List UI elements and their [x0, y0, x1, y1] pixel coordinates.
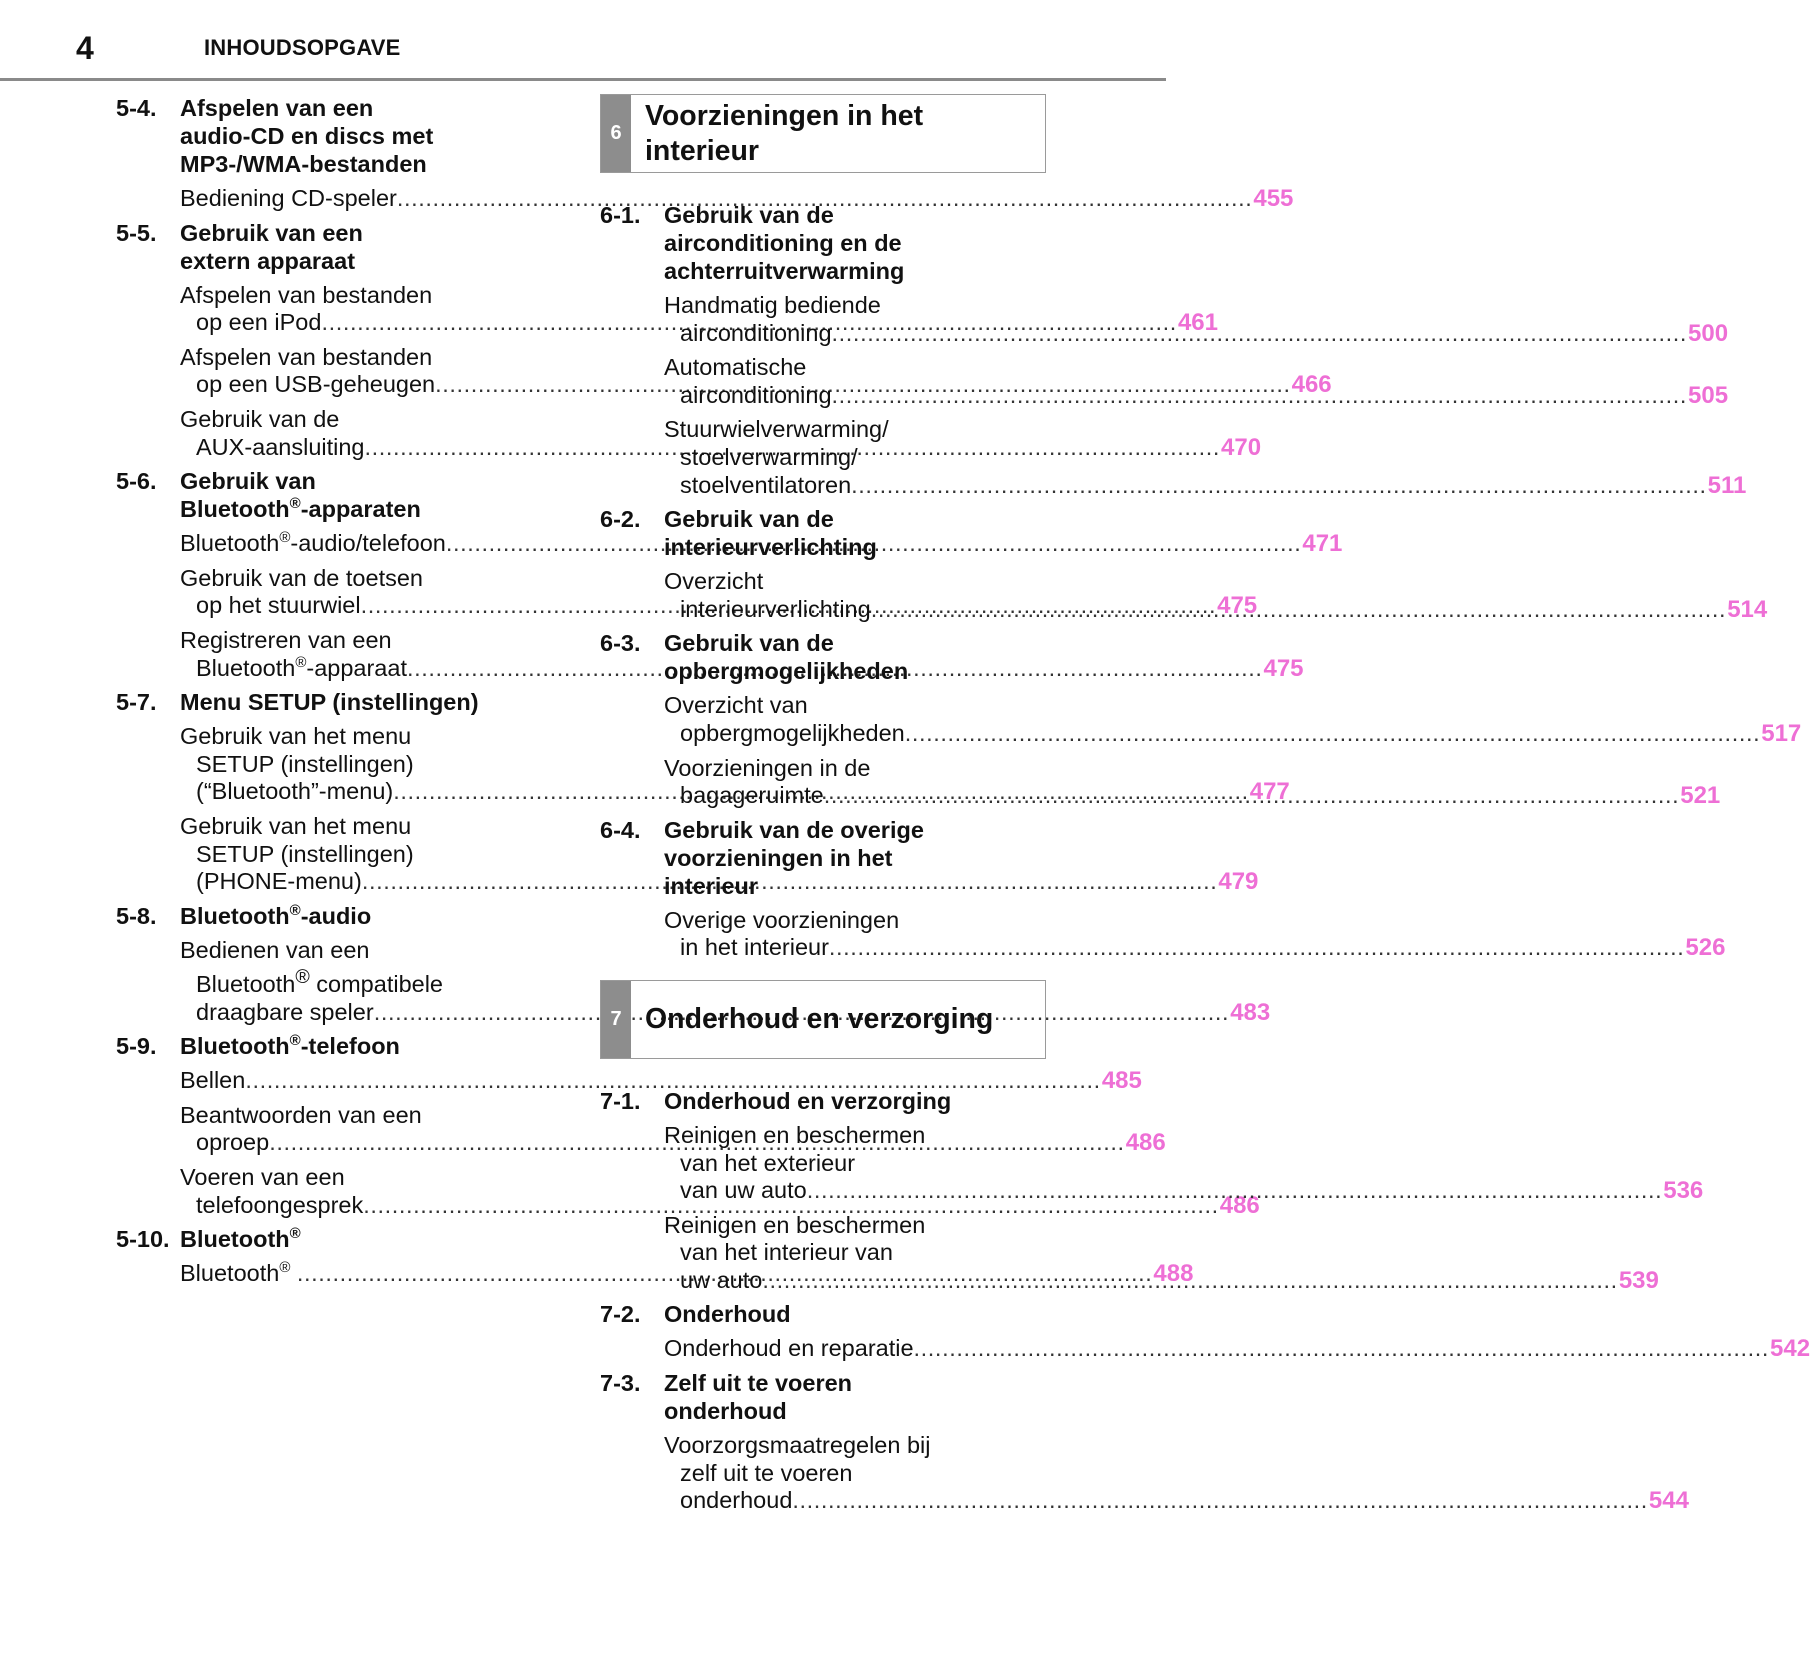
reg-text: Bluetooth: [196, 971, 296, 998]
section-number: 5-10.: [116, 1226, 170, 1253]
page-link[interactable]: 511: [1707, 471, 1747, 499]
chapter-title: [631, 981, 1007, 1058]
entry-text-line: Gebruik van de: [180, 405, 340, 432]
section-number: 5-5.: [116, 219, 157, 246]
chapter-title-line: Onderhoud en verzorging: [645, 1002, 994, 1035]
section-heading-line: [600, 844, 1046, 872]
entry-page-line: [664, 1487, 1689, 1515]
reg-text: -audio/telefoon: [290, 530, 446, 557]
entry-text-line: Overzicht van: [664, 692, 808, 719]
page-link[interactable]: 488: [1153, 1260, 1194, 1288]
section-title: [180, 1225, 560, 1253]
section-heading-line: [600, 629, 1046, 657]
entry-text: oproep: [196, 1129, 270, 1156]
chapter-title-lines: [645, 1002, 993, 1037]
section-title: Zelf uit te voeren: [664, 1370, 853, 1397]
page-link[interactable]: 505: [1688, 381, 1729, 409]
toc-entry[interactable]: [664, 906, 1726, 962]
section-heading-line: [600, 257, 1046, 285]
entry-text: Bediening CD-speler: [180, 185, 397, 211]
reg-text: -apparaat: [306, 654, 407, 681]
page-link[interactable]: 517: [1761, 719, 1802, 747]
section-heading-line: [600, 657, 1046, 685]
section-title: Gebruik van de: [664, 630, 834, 657]
page-link[interactable]: 475: [1263, 654, 1304, 682]
entry-text-line: Voeren van een: [180, 1164, 345, 1191]
section-title: Afspelen van een: [180, 95, 374, 121]
registered-mark: ®: [295, 966, 310, 989]
page-link[interactable]: 544: [1648, 1487, 1689, 1515]
registered-mark: ®: [289, 495, 301, 513]
entry-text-line: stoelverwarming/: [680, 443, 858, 470]
section-number-spacer: [600, 657, 664, 685]
entry-page-line: [664, 471, 1747, 500]
section-heading-line: [116, 467, 560, 495]
section-number-spacer: [600, 257, 664, 285]
section-heading-line: [116, 1225, 560, 1253]
section-title: Onderhoud: [664, 1301, 791, 1328]
page-link[interactable]: 477: [1249, 778, 1290, 806]
entry-text: AUX-aansluiting: [196, 433, 365, 460]
reg-text: compatibele: [309, 971, 443, 998]
toc-section: [600, 1369, 1689, 1515]
page-link[interactable]: 526: [1685, 934, 1726, 962]
page-link[interactable]: 500: [1688, 319, 1729, 347]
section-title: voorzieningen in het: [664, 844, 893, 871]
page-link[interactable]: 542: [1770, 1335, 1810, 1363]
entry-page-line: [664, 1335, 1810, 1363]
chapter-heading: [600, 980, 1046, 1059]
section-heading-line: [600, 201, 1046, 229]
entry-text-line: Bedienen van een: [180, 936, 370, 963]
section-number: 5-7.: [116, 689, 157, 716]
registered-mark: ®: [289, 1225, 301, 1243]
entry-text: op het stuurwiel: [196, 592, 361, 619]
section-title: [180, 902, 560, 930]
section-heading-line: [116, 94, 560, 122]
section-number-spacer: [116, 247, 180, 275]
chapter-title-lines: [645, 99, 923, 169]
dot-leader: [905, 720, 1761, 746]
section-title: Menu SETUP (instellingen): [180, 689, 479, 716]
dot-leader: [807, 1177, 1663, 1203]
entry-text-line: Reinigen en beschermen: [664, 1121, 926, 1148]
page-header: [0, 0, 1166, 82]
section-heading-line: [600, 229, 1046, 257]
section-title: Gebruik van de overige: [664, 816, 924, 843]
section-number: 7-3.: [600, 1370, 641, 1397]
entry-text-line: Handmatig bediende: [664, 292, 881, 318]
entry-text-line: Reinigen en beschermen: [664, 1211, 926, 1238]
reg-text: Bluetooth: [180, 1033, 290, 1060]
registered-mark: ®: [279, 1259, 291, 1277]
section-heading-line: [600, 533, 1046, 561]
entry-text-line: zelf uit te voeren: [680, 1459, 853, 1486]
section-title: [180, 495, 560, 523]
toc-entry[interactable]: [180, 185, 1294, 213]
entry-text-line: van het interieur van: [680, 1239, 893, 1266]
section-number-spacer: [600, 844, 664, 872]
section-heading-line: [116, 495, 560, 523]
page-number: 4: [76, 30, 94, 66]
page-link[interactable]: 479: [1218, 868, 1259, 896]
chapter-title-line: interieur: [645, 134, 760, 167]
dot-leader: [762, 1267, 1618, 1293]
entry-text: Bellen: [180, 1067, 246, 1094]
reg-text: Bluetooth: [180, 1260, 280, 1287]
section-entries: [600, 1335, 1810, 1363]
entry-text-line: Voorzieningen in de: [664, 754, 871, 781]
page-link[interactable]: 486: [1125, 1129, 1166, 1157]
section-entries: [600, 1432, 1689, 1515]
section-title: interieur: [664, 872, 759, 899]
reg-text: Bluetooth: [180, 1226, 290, 1253]
reg-text: -audio: [300, 902, 372, 929]
toc-entry[interactable]: [664, 692, 1802, 747]
section-number: 7-2.: [600, 1301, 641, 1328]
entry-text-line: Voorzorgsmaatregelen bij: [664, 1432, 931, 1459]
entry-text: op een iPod: [196, 309, 322, 336]
entry-text: airconditioning: [680, 381, 832, 408]
reg-text: Bluetooth: [196, 654, 296, 681]
entry-text-line: Afspelen van bestanden: [180, 281, 433, 308]
entry-page-line: [180, 1067, 1142, 1095]
entry-text-line: Gebruik van de toetsen: [180, 564, 423, 591]
page-link[interactable]: 461: [1177, 309, 1218, 337]
section-heading-line: [116, 1032, 560, 1060]
entry-page-line: [180, 1191, 1260, 1220]
section-title: interieurverlichting: [664, 534, 877, 561]
toc-entry[interactable]: [664, 1335, 1810, 1363]
entry-page-line: [180, 185, 1294, 213]
page-link[interactable]: 539: [1618, 1266, 1659, 1294]
entry-text: van uw auto: [680, 1177, 807, 1204]
page-link[interactable]: 455: [1253, 185, 1294, 212]
entry-text-line: Overige voorzieningen: [664, 906, 900, 933]
chapter-title-line: Voorzieningen in het: [645, 99, 924, 132]
entry-text-line: Stuurwielverwarming/: [664, 416, 889, 443]
section-title: extern apparaat: [180, 247, 356, 274]
registered-mark: ®: [295, 653, 307, 671]
dot-leader: [832, 382, 1688, 408]
dot-leader: [914, 1335, 1770, 1361]
section-heading-line: [116, 688, 560, 716]
section-number: 6-2.: [600, 506, 641, 533]
page-link[interactable]: 471: [1302, 530, 1343, 558]
chapter-heading: [600, 94, 1046, 173]
section-title: Gebruik van: [180, 468, 316, 495]
chapter-title: [631, 95, 937, 172]
entry-text: bagageruimte: [680, 782, 824, 809]
section-title: Onderhoud en verzorging: [664, 1087, 952, 1114]
entry-text-line: Gebruik van het menu: [180, 812, 412, 839]
entry-text-line: Gebruik van het menu: [180, 723, 412, 750]
reg-text: -telefoon: [300, 1033, 400, 1060]
section-number-spacer: [600, 229, 664, 257]
section-number: 5-9.: [116, 1033, 157, 1060]
dot-leader: [851, 472, 1707, 498]
entry-text: Onderhoud en reparatie: [664, 1335, 914, 1362]
section-number: 5-6.: [116, 468, 157, 495]
section-title: Gebruik van de: [664, 202, 834, 228]
entry-text-line: Beantwoorden van een: [180, 1101, 422, 1128]
section-entries: [116, 185, 1294, 213]
entry-text-line: van het exterieur: [680, 1149, 856, 1176]
section-number: 7-1.: [600, 1087, 641, 1114]
entry-text: opbergmogelijkheden: [680, 719, 905, 746]
section-heading-line: [600, 1369, 1046, 1397]
section-title: airconditioning en de: [664, 230, 902, 256]
entry-text: stoelventilatoren: [680, 471, 852, 498]
section-heading-line: [600, 816, 1046, 844]
section-heading-line: [600, 1397, 1046, 1425]
entry-text: onderhoud: [680, 1487, 793, 1514]
entry-text: in het interieur: [680, 934, 829, 961]
page-link[interactable]: 536: [1663, 1177, 1704, 1205]
entry-text-line: [180, 964, 560, 998]
reg-text: Bluetooth: [180, 530, 280, 557]
chapter-number-tab: 6: [601, 95, 631, 172]
page-link[interactable]: 466: [1291, 371, 1332, 399]
entry-text: interieurverlichting: [680, 595, 871, 622]
section-title: opbergmogelijkheden: [664, 658, 909, 685]
toc-entry[interactable]: [664, 1432, 1689, 1515]
section-heading-line: [116, 219, 560, 247]
section-title: onderhoud: [664, 1398, 787, 1425]
section-number: 6-1.: [600, 202, 641, 228]
reg-text: Bluetooth: [180, 496, 290, 523]
section-title: [180, 1032, 560, 1060]
page-link[interactable]: 483: [1230, 998, 1271, 1026]
section-title: audio-CD en discs met: [180, 123, 434, 149]
section-number-spacer: [600, 533, 664, 561]
entry-text-line: Registreren van een: [180, 626, 392, 653]
section-number-spacer: [116, 495, 180, 523]
reg-text: -apparaten: [300, 496, 421, 523]
dot-leader: [871, 596, 1727, 622]
section-heading-line: [116, 150, 560, 178]
section-heading-line: [600, 505, 1046, 533]
page-link[interactable]: 486: [1219, 1191, 1260, 1219]
header-divider: [0, 78, 1166, 81]
entry-text: (“Bluetooth”-menu): [196, 778, 394, 805]
section-heading-line: [600, 872, 1046, 900]
section-heading-line: [600, 1087, 1046, 1115]
entry-text: airconditioning: [680, 319, 832, 346]
section-number: 6-4.: [600, 816, 641, 843]
section-heading-line: [116, 122, 560, 150]
section-number-spacer: [600, 1397, 664, 1425]
section-title: MP3-/WMA-bestanden: [180, 151, 427, 177]
toc-entry[interactable]: [180, 1067, 1142, 1095]
entry-text-line: Automatische: [664, 354, 807, 381]
section-heading-line: [116, 902, 560, 930]
entry-text: telefoongesprek: [196, 1191, 364, 1218]
page-link[interactable]: 470: [1221, 433, 1262, 461]
page-link[interactable]: 521: [1680, 782, 1721, 810]
section-title: Gebruik van een: [180, 219, 363, 246]
entry-text: uw auto: [680, 1266, 763, 1293]
entry-text: (PHONE-menu): [196, 868, 362, 895]
page-link[interactable]: 485: [1101, 1067, 1142, 1095]
entry-text: draagbare speler: [196, 998, 374, 1025]
section-number-spacer: [600, 872, 664, 900]
entry-text-line: SETUP (instellingen): [196, 840, 414, 867]
page-link[interactable]: 475: [1217, 592, 1258, 620]
section-heading-line: [600, 1300, 1046, 1328]
registered-mark: ®: [289, 1032, 301, 1050]
section-number: 5-8.: [116, 902, 157, 929]
entry-text-line: Overzicht: [664, 568, 764, 595]
section-number-spacer: [116, 150, 180, 178]
entry-text-line: SETUP (instellingen): [196, 750, 414, 777]
dot-leader: [829, 934, 1685, 960]
section-heading-line: [116, 247, 560, 275]
registered-mark: ®: [289, 901, 301, 919]
entry-page-line: [664, 719, 1802, 748]
reg-text: Bluetooth: [180, 902, 290, 929]
registered-mark: ®: [279, 529, 291, 547]
page-link[interactable]: 514: [1727, 595, 1768, 623]
entry-page-line: [664, 934, 1726, 962]
section-number: 6-3.: [600, 630, 641, 657]
section-title: Gebruik van de: [664, 506, 834, 533]
dot-leader: [824, 782, 1680, 808]
entry-text: op een USB-geheugen: [196, 371, 436, 398]
entry-text: [180, 1260, 297, 1286]
dot-leader: [832, 320, 1688, 346]
section-number: 5-4.: [116, 95, 157, 121]
dot-leader: [792, 1487, 1648, 1513]
section-entries: [600, 906, 1726, 962]
section-number-spacer: [116, 122, 180, 150]
entry-text: [180, 530, 446, 556]
toc-section: [600, 1300, 1810, 1363]
page-title: INHOUDSOPGAVE: [204, 35, 401, 60]
section-title: achterruitverwarming: [664, 258, 905, 284]
entry-text-line: Afspelen van bestanden: [180, 343, 433, 370]
chapter-number-tab: 7: [601, 981, 631, 1058]
entry-text: [196, 655, 407, 681]
